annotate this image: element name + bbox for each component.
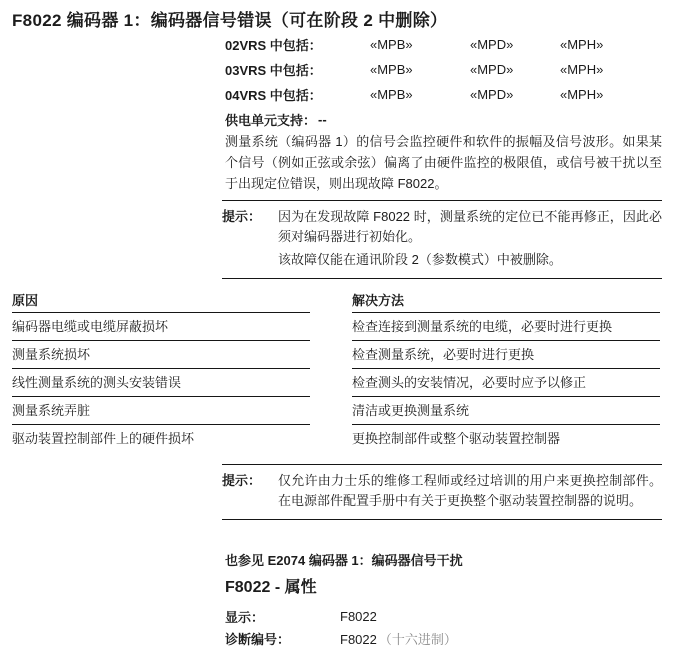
firmware-token: «MPH» <box>560 37 604 52</box>
version-row <box>225 82 661 107</box>
version-label: 04VRS 中包括： <box>225 88 322 103</box>
version-label: 02VRS 中包括： <box>225 38 322 53</box>
solution-cell: 检查测量系统，必要时进行更换 <box>352 341 660 369</box>
version-row <box>225 32 661 57</box>
page-title: F8022 编码器 1：编码器信号错误（可在阶段 2 中删除） <box>12 11 448 30</box>
note-box-initialization <box>222 200 662 279</box>
solution-cell: 检查连接到测量系统的电缆，必要时进行更换 <box>352 313 660 341</box>
note-paragraph: 仅允许由力士乐的维修工程师或经过培训的用户来更换控制部件。在电源部件配置手册中有关于更换整个驱动装置控制器的说明。 <box>278 473 662 508</box>
supply-unit-value: -- <box>318 112 327 127</box>
note-paragraph: 该故障仅能在通讯阶段 2（参数模式）中被删除。 <box>278 252 562 267</box>
firmware-token: «MPB» <box>370 87 413 102</box>
property-value-main: F8022 <box>340 631 377 647</box>
supply-unit-row <box>225 107 661 132</box>
note-body <box>278 471 662 511</box>
firmware-token: «MPB» <box>370 37 413 52</box>
firmware-token: «MPD» <box>470 87 514 102</box>
cause-column-header: 原因 <box>12 293 310 313</box>
firmware-token: «MPH» <box>560 87 604 102</box>
firmware-token: «MPH» <box>560 62 604 77</box>
cause-cell: 驱动装置控制部件上的硬件损坏 <box>12 431 195 446</box>
note-box-service <box>222 464 662 520</box>
solution-cell: 更换控制部件或整个驱动装置控制器 <box>352 431 561 446</box>
property-label: 显示： <box>225 609 265 625</box>
firmware-token: «MPD» <box>470 37 514 52</box>
version-support-block <box>225 32 661 132</box>
property-value-suffix: （十六进制） <box>378 631 457 647</box>
supply-unit-label: 供电单元支持： <box>225 113 317 128</box>
firmware-token: «MPB» <box>370 62 413 77</box>
property-row <box>225 627 662 649</box>
solution-column-header: 解决方法 <box>352 293 660 313</box>
solution-cell: 检查测头的安装情况，必要时应予以修正 <box>352 369 660 397</box>
note-body <box>278 207 662 270</box>
cause-cell: 测量系统损坏 <box>12 341 310 369</box>
see-also-reference: 也参见 E2074 编码器 1：编码器信号干扰 <box>225 553 463 568</box>
cause-cell: 线性测量系统的测头安装错误 <box>12 369 310 397</box>
note-label: 提示： <box>222 209 262 224</box>
property-row <box>225 605 662 627</box>
firmware-token: «MPD» <box>470 62 514 77</box>
version-row <box>225 57 661 82</box>
note-paragraph: 因为在发现故障 F8022 时，测量系统的定位已不能再修正，因此必须对编码器进行初始化。 <box>278 209 662 244</box>
property-value <box>340 609 662 624</box>
properties-heading: F8022 - 属性 <box>225 579 317 596</box>
property-label: 诊断编号： <box>225 631 291 647</box>
version-label: 03VRS 中包括： <box>225 63 322 78</box>
cause-cell: 编码器电缆或电缆屏蔽损坏 <box>12 313 310 341</box>
note-label: 提示： <box>222 473 262 488</box>
fault-description: 测量系统（编码器 1）的信号会监控硬件和软件的振幅及信号波形。如果某个信号（例如正弦或余弦）偏离了由硬件监控的极限值，或信号被干扰以至于出现定位错误，则出现故障 F8022。 <box>225 134 662 191</box>
solution-cell: 清洁或更换测量系统 <box>352 397 660 425</box>
cause-solution-table <box>12 293 660 452</box>
property-value <box>340 629 662 648</box>
properties-list <box>225 605 662 649</box>
cause-cell: 测量系统弄脏 <box>12 397 310 425</box>
property-value-main: F8022 <box>340 608 377 624</box>
